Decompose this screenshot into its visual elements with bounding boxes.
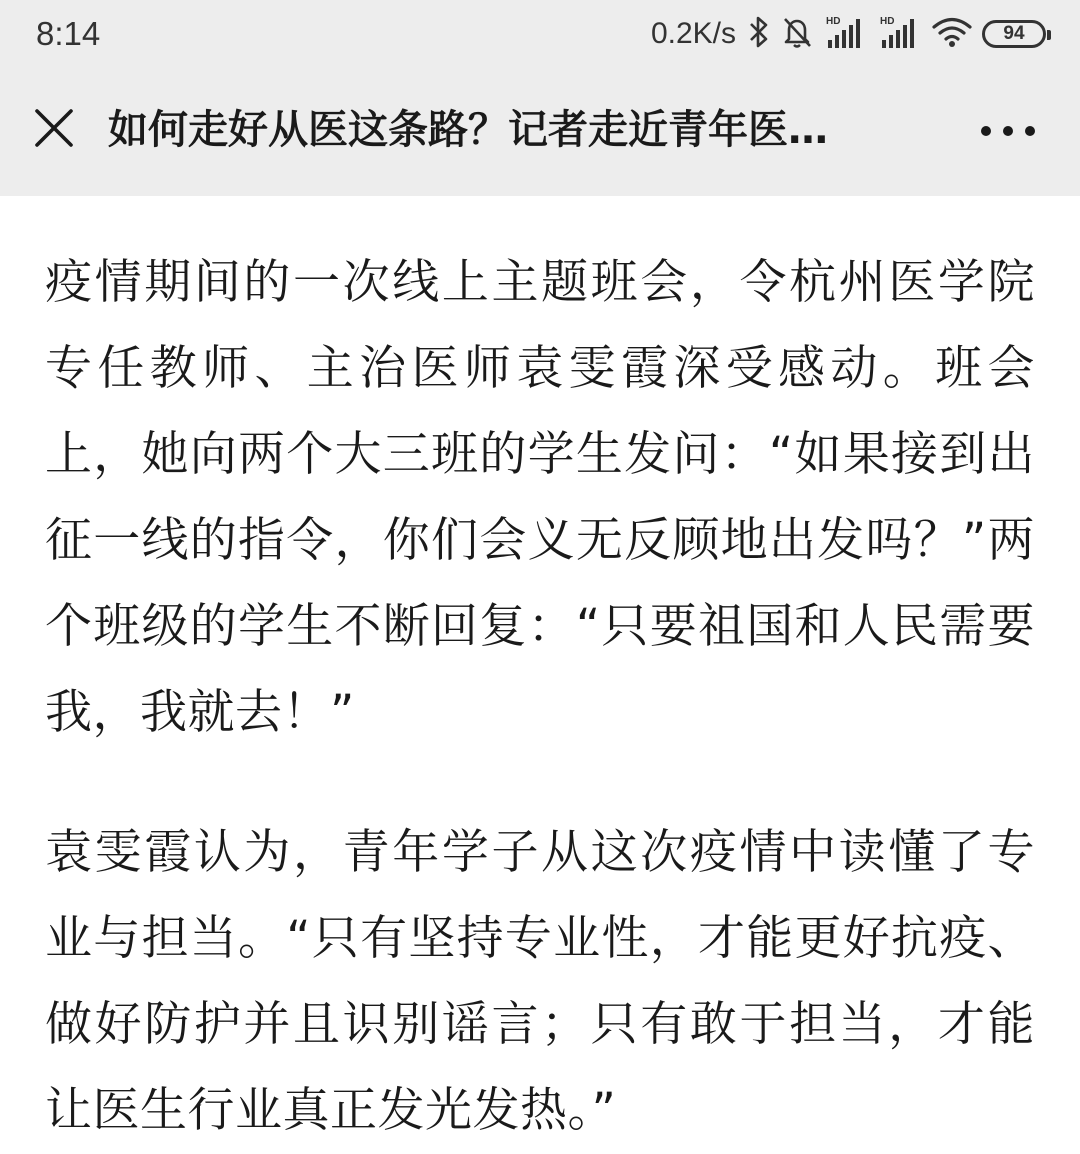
status-time: 8:14: [36, 15, 101, 52]
bluetooth-icon: [748, 15, 770, 53]
close-button[interactable]: [24, 98, 84, 158]
status-bar: [0, 0, 1080, 68]
battery-icon: [982, 20, 1046, 48]
article-paragraph: 袁雯霞认为，青年学子从这次疫情中读懂了专业与担当。“只有坚持专业性，才能更好抗疫、做好防护并且识别谣言；只有敢于担当，才能让医生行业真正发光发热。”: [45, 825, 1035, 1138]
svg-text:HD: HD: [880, 16, 895, 27]
page-title: 如何走好从医这条路？记者走近青年医…: [108, 107, 828, 153]
more-icon: [980, 125, 1036, 137]
battery-level: 94: [1003, 23, 1025, 44]
wifi-icon: [932, 16, 972, 52]
network-speed: 0.2K/s: [650, 17, 736, 50]
hd-signal-icon: [878, 14, 922, 54]
status-indicators: [651, 12, 1046, 56]
article-body: [45, 240, 1035, 1154]
close-icon: [34, 108, 74, 148]
nav-bar: [0, 68, 1080, 196]
more-button[interactable]: [946, 106, 1036, 156]
svg-text:HD: HD: [826, 16, 841, 27]
top-bar: [0, 0, 1080, 196]
hd-signal-icon: [824, 14, 868, 54]
article-paragraph: 疫情期间的一次线上主题班会，令杭州医学院专任教师、主治医师袁雯霞深受感动。班会上，她向两个大三班的学生发问：“如果接到出征一线的指令，你们会义无反顾地出发吗？”两个班级的学生不断回复：“只要祖国和人民需要我，我就去！”: [45, 255, 1035, 740]
mute-bell-icon: [780, 15, 814, 53]
